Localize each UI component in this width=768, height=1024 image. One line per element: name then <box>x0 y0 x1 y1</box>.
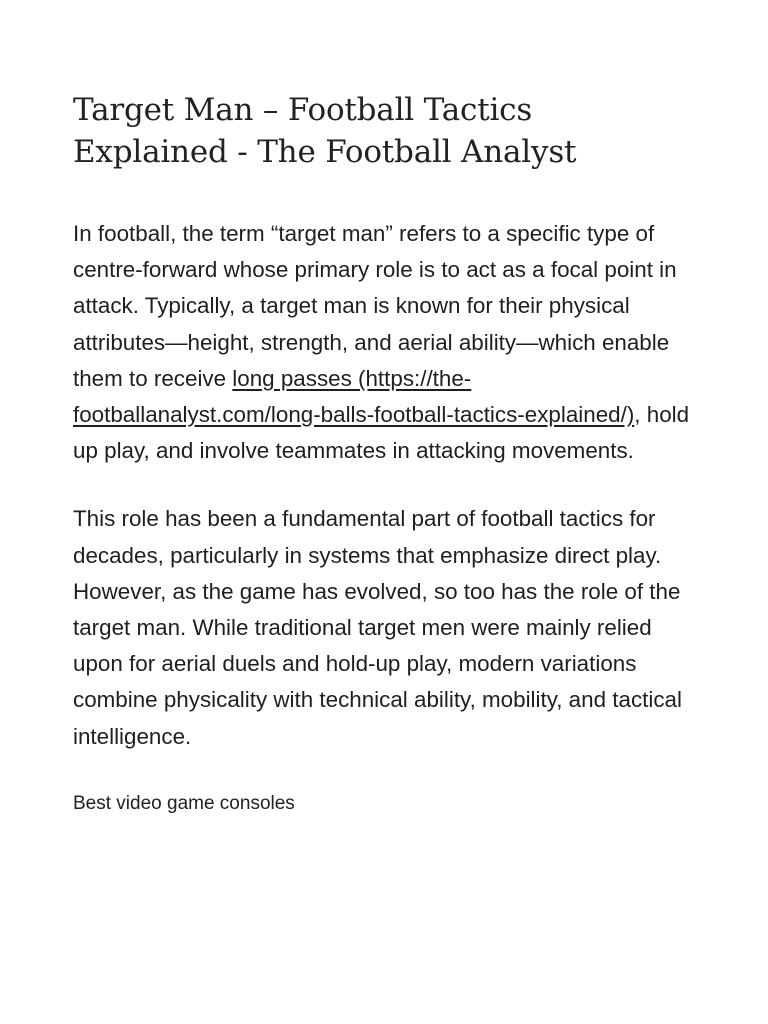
paragraph-1-text-before-link: In football, the term “target man” refers to a specific type of centre-forward whose primary role is to act as a focal point in attack. Typically, a target man is known for their physical attributes—height, strength, and aerial ability—which enable them to receive <box>73 221 677 391</box>
article-paragraph-2: This role has been a fundamental part of football tactics for decades, particularly in systems that emphasize direct play. However, as the game has evolved, so too has the role of the target man. While traditional target men were mainly relied upon for aerial duels and hold-up play, modern variations combine physicality with technical ability, mobility, and tactical intelligence. <box>73 506 682 749</box>
article-title: Target Man – Football Tactics Explained - The Football Analyst <box>73 92 577 170</box>
paragraph-1-text-after-link: , hold up play, and involve teammates in attacking movements. <box>73 402 690 464</box>
long-passes-link[interactable]: long passes (https://the-footballanalyst.com/long-balls-football-tactics-explained/) <box>73 365 635 428</box>
related-caption: Best video game consoles <box>73 792 295 814</box>
article-paragraph-1 <box>73 216 695 469</box>
